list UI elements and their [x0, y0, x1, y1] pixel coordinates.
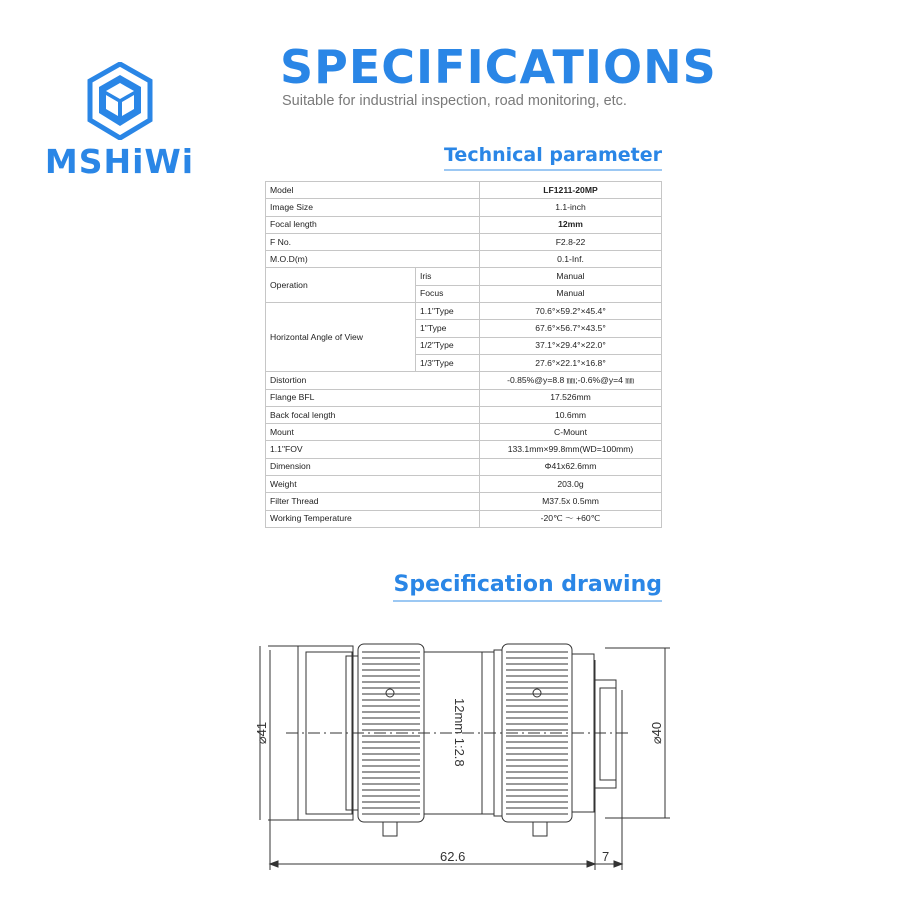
dim-length: 62.6: [440, 849, 466, 864]
spec-sublabel: Iris: [416, 268, 480, 285]
dim-front-diameter: ⌀41: [254, 721, 269, 745]
spec-value: Manual: [480, 285, 662, 302]
spec-label: Distortion: [266, 372, 480, 389]
specification-drawing-heading: [393, 572, 662, 602]
spec-value: 17.526mm: [480, 389, 662, 406]
table-row: [266, 424, 662, 441]
table-row: [266, 441, 662, 458]
spec-label: Mount: [266, 424, 480, 441]
table-row: [266, 476, 662, 493]
spec-label: Working Temperature: [266, 510, 480, 527]
spec-label: Model: [266, 182, 480, 199]
spec-value: 27.6°×22.1°×16.8°: [480, 354, 662, 371]
spec-label: Dimension: [266, 458, 480, 475]
spec-sublabel: 1/2"Type: [416, 337, 480, 354]
spec-label: Horizontal Angle of View: [266, 303, 416, 372]
technical-parameter-heading: [444, 144, 662, 171]
spec-sublabel: Focus: [416, 285, 480, 302]
table-row: [266, 493, 662, 510]
dim-mount: 7: [602, 849, 610, 864]
spec-value: 0.1-Inf.: [480, 251, 662, 268]
spec-value: 133.1mm×99.8mm(WD=100mm): [480, 441, 662, 458]
spec-value: Φ41x62.6mm: [480, 458, 662, 475]
spec-value: LF1211-20MP: [480, 182, 662, 199]
table-row: [266, 216, 662, 233]
page-title: SPECIFICATIONS: [280, 40, 717, 94]
spec-value: 70.6°×59.2°×45.4°: [480, 303, 662, 320]
spec-label: Image Size: [266, 199, 480, 216]
cube-logo-icon: [87, 62, 153, 140]
table-row: [266, 233, 662, 250]
spec-sublabel: 1/3"Type: [416, 354, 480, 371]
spec-value: C-Mount: [480, 424, 662, 441]
lens-marking: 12mm 1:2.8: [452, 698, 467, 767]
table-row: [266, 182, 662, 199]
spec-sublabel: 1"Type: [416, 320, 480, 337]
heading-underline: [444, 169, 662, 171]
spec-table: [265, 181, 662, 528]
spec-value: 203.0g: [480, 476, 662, 493]
spec-label: Weight: [266, 476, 480, 493]
brand-logo: [42, 62, 197, 180]
spec-value: 10.6mm: [480, 406, 662, 423]
spec-label: Back focal length: [266, 406, 480, 423]
table-row: [266, 389, 662, 406]
spec-label: M.O.D(m): [266, 251, 480, 268]
spec-label: Focal length: [266, 216, 480, 233]
page-subtitle: Suitable for industrial inspection, road monitoring, etc.: [282, 93, 627, 109]
dim-rear-diameter: ⌀40: [649, 721, 664, 745]
table-row: [266, 458, 662, 475]
spec-value: 1.1-inch: [480, 199, 662, 216]
table-row: [266, 251, 662, 268]
spec-value: Manual: [480, 268, 662, 285]
spec-value: -20℃ ～ +60℃: [480, 510, 662, 527]
heading-underline: [393, 600, 662, 602]
table-row: [266, 510, 662, 527]
spec-sublabel: 1.1"Type: [416, 303, 480, 320]
spec-value: F2.8-22: [480, 233, 662, 250]
spec-label: Flange BFL: [266, 389, 480, 406]
spec-label: F No.: [266, 233, 480, 250]
spec-value: 12mm: [480, 216, 662, 233]
lens-drawing: [250, 630, 680, 880]
spec-value: 67.6°×56.7°×43.5°: [480, 320, 662, 337]
technical-parameter-label: Technical parameter: [444, 144, 662, 166]
specification-drawing-label: Specification drawing: [393, 572, 662, 597]
table-row: [266, 268, 662, 285]
spec-value: -0.85%@y=8.8 ㎜;-0.6%@y=4 ㎜: [480, 372, 662, 389]
brand-name: MSHiWi: [44, 142, 195, 181]
spec-value: 37.1°×29.4°×22.0°: [480, 337, 662, 354]
spec-label: 1.1"FOV: [266, 441, 480, 458]
table-row: [266, 199, 662, 216]
spec-label: Filter Thread: [266, 493, 480, 510]
table-row: [266, 303, 662, 320]
spec-value: M37.5x 0.5mm: [480, 493, 662, 510]
spec-label: Operation: [266, 268, 416, 303]
table-row: [266, 406, 662, 423]
table-row: [266, 372, 662, 389]
